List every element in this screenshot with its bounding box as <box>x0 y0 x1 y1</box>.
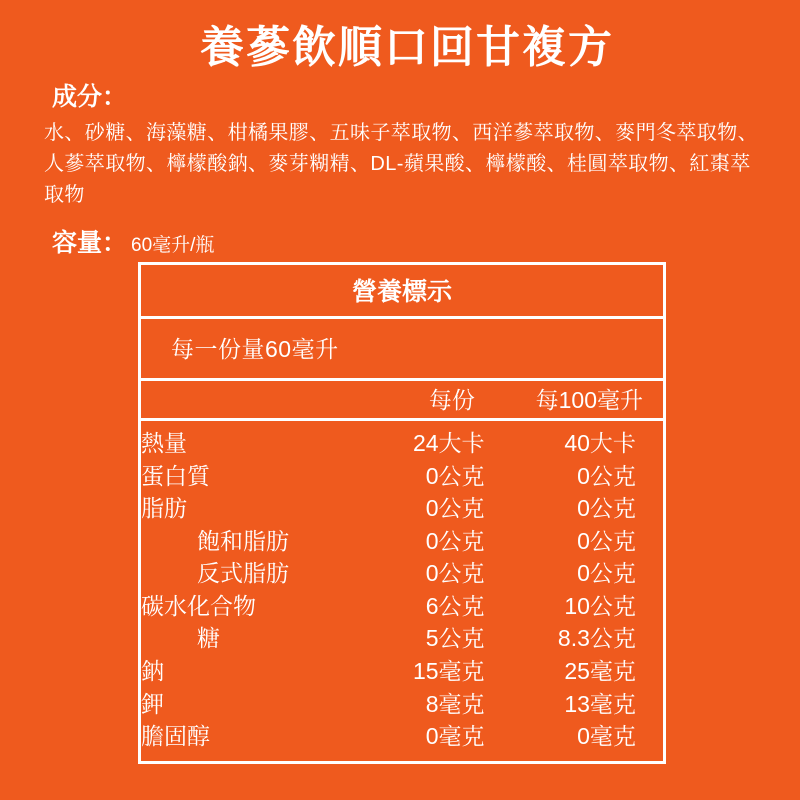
nutrient-name: 鉀 <box>141 690 164 717</box>
ingredients-label: 成分： <box>52 83 128 112</box>
nutrient-unit-per-serving: 毫克 <box>438 658 485 685</box>
nutrition-table-body <box>141 427 663 753</box>
nutrient-value-per-serving: 0 <box>425 527 439 554</box>
nutrient-value-per-serving: 15 <box>412 658 439 685</box>
nutrient-name: 膽固醇 <box>141 723 210 750</box>
nutrient-unit-per-100ml: 大卡 <box>589 430 636 456</box>
nutrient-value-per-100ml: 0 <box>577 723 590 750</box>
table-row <box>141 688 663 721</box>
nutrient-value-per-serving: 0 <box>425 723 439 750</box>
nutrient-name: 反式脂肪 <box>197 560 289 587</box>
volume-row <box>0 223 800 259</box>
table-bottom-spacer <box>141 753 663 761</box>
nutrient-unit-per-100ml: 公克 <box>589 592 636 619</box>
nutrient-name: 飽和脂肪 <box>197 527 289 554</box>
volume-label: 容量： <box>52 229 128 258</box>
nutrient-value-per-serving: 5 <box>425 625 439 652</box>
nutrient-unit-per-serving: 公克 <box>438 495 485 522</box>
nutrient-unit-per-100ml: 公克 <box>589 527 636 554</box>
nutrient-unit-per-serving: 公克 <box>438 560 485 587</box>
nutrient-name: 熱量 <box>141 430 187 456</box>
nutrient-name: 糖 <box>197 625 220 652</box>
nutrient-value-per-100ml: 0 <box>577 560 590 587</box>
nutrient-unit-per-serving: 公克 <box>438 527 485 554</box>
nutrient-unit-per-serving: 公克 <box>438 625 485 652</box>
column-header-per-100ml: 每100毫升 <box>535 387 643 413</box>
table-row <box>141 655 663 688</box>
volume-value: 60毫升/瓶 <box>131 235 215 257</box>
nutrient-value-per-100ml: 0 <box>577 462 590 489</box>
nutrient-value-per-100ml: 13 <box>564 690 590 717</box>
nutrient-unit-per-100ml: 公克 <box>589 495 636 522</box>
nutrient-unit-per-serving: 公克 <box>438 462 485 489</box>
nutrient-unit-per-100ml: 公克 <box>589 560 636 587</box>
nutrient-unit-per-serving: 毫克 <box>438 723 485 750</box>
ingredients-text: 水、砂糖、海藻糖、柑橘果膠、五味子萃取物、西洋蔘萃取物、麥門冬萃取物、人蔘萃取物、檸檬酸鈉、麥芽糊精、DL-蘋果酸、檸檬酸、桂圓萃取物、紅棗萃取物 <box>44 122 758 207</box>
header-divider <box>141 416 663 427</box>
nutrient-value-per-serving: 24 <box>412 430 439 456</box>
nutrient-value-per-100ml: 40 <box>564 430 590 456</box>
nutrient-unit-per-100ml: 毫克 <box>589 658 636 685</box>
column-header-per-serving: 每份 <box>428 387 475 413</box>
table-row <box>141 622 663 655</box>
nutrient-value-per-100ml: 25 <box>564 658 590 685</box>
table-header-row <box>141 381 663 416</box>
table-row <box>141 427 663 460</box>
nutrient-name: 鈉 <box>141 658 164 685</box>
table-row <box>141 590 663 623</box>
nutrient-unit-per-100ml: 毫克 <box>589 690 636 717</box>
nutrient-name: 脂肪 <box>141 495 187 522</box>
nutrient-unit-per-serving: 大卡 <box>438 430 485 456</box>
nutrient-unit-per-100ml: 公克 <box>589 625 636 652</box>
nutrition-table <box>141 381 663 753</box>
nutrient-name: 碳水化合物 <box>141 592 256 619</box>
nutrient-unit-per-serving: 毫克 <box>438 690 485 717</box>
column-header-name <box>141 381 371 416</box>
nutrient-unit-per-100ml: 毫克 <box>589 723 636 750</box>
table-row <box>141 460 663 493</box>
table-row <box>141 557 663 590</box>
nutrient-value-per-100ml: 8.3 <box>557 625 590 652</box>
nutrient-name: 蛋白質 <box>141 462 210 489</box>
nutrient-value-per-100ml: 0 <box>577 495 590 522</box>
nutrient-value-per-serving: 0 <box>425 495 439 522</box>
nutrient-value-per-serving: 0 <box>425 560 439 587</box>
table-row <box>141 720 663 753</box>
nutrient-value-per-serving: 0 <box>425 462 439 489</box>
nutrient-value-per-100ml: 10 <box>564 592 590 619</box>
nutrition-title: 營養標示 <box>141 265 663 319</box>
serving-size: 每一份量60毫升 <box>141 319 663 381</box>
nutrient-value-per-serving: 6 <box>425 592 439 619</box>
page-title: 養蔘飲順口回甘複方 <box>200 23 614 72</box>
table-row <box>141 492 663 525</box>
nutrient-unit-per-serving: 公克 <box>438 592 485 619</box>
nutrition-facts-panel <box>138 262 666 764</box>
table-row <box>141 525 663 558</box>
nutrient-value-per-serving: 8 <box>425 690 439 717</box>
nutrient-value-per-100ml: 0 <box>577 527 590 554</box>
nutrient-unit-per-100ml: 公克 <box>589 462 636 489</box>
